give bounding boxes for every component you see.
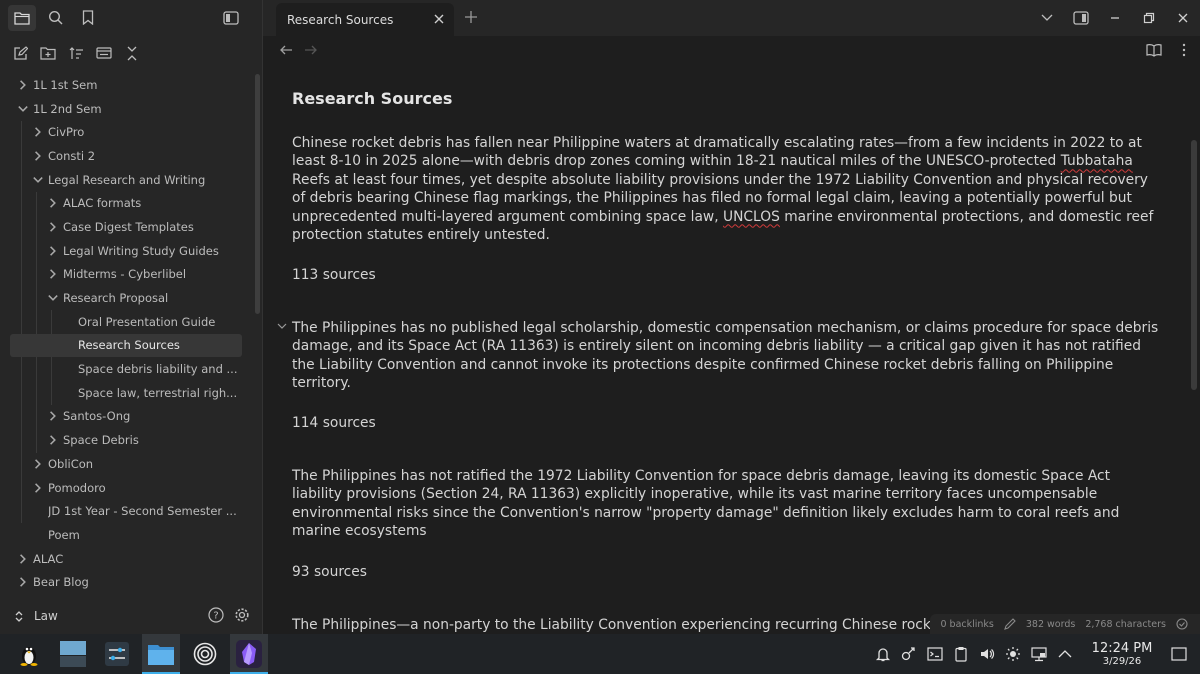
paragraph-text: marine environmental protections, and domestic reef protection statutes entirely untested. (292, 208, 1154, 244)
chevron-right-icon[interactable] (47, 197, 59, 209)
folder-plus-icon (40, 46, 56, 60)
editor-scrollbar[interactable] (1191, 140, 1197, 390)
folder-app-icon (147, 642, 175, 666)
clock-date: 3/29/26 (1102, 656, 1142, 667)
files-tab-button[interactable] (8, 5, 36, 31)
chevron-updown-icon (14, 610, 24, 623)
file-tree (0, 73, 262, 598)
maximize-button[interactable] (1132, 12, 1166, 24)
source-count: 93 sources (292, 564, 367, 580)
tree-folder-item[interactable] (0, 239, 262, 263)
word-count: 382 words (1025, 618, 1076, 630)
sort-icon (69, 46, 84, 61)
window-controls (1030, 0, 1200, 36)
chevron-up-icon (1058, 649, 1072, 659)
tray-brightness[interactable] (1000, 646, 1026, 662)
search-tab-button[interactable] (41, 5, 69, 31)
tree-file-item[interactable] (0, 381, 262, 405)
paragraph[interactable]: The Philippines has not ratified the 1972 Liability Convention for space debris damage, leaving its domestic Space Act liability provisions (Section 24, RA 11363) explicitly inoperative, while its vast marine territory faces uncompensable environmental risks since the Convention's narrow "property damage" definition likely excludes harm to coral reefs and marine ecosystems (292, 468, 1120, 540)
file-manager-app[interactable] (142, 634, 180, 674)
status-bar (930, 614, 1200, 634)
more-options-icon[interactable] (1182, 43, 1186, 57)
obsidian-app[interactable] (230, 634, 268, 674)
tree-item-label: Research Proposal (63, 291, 169, 306)
settings-gear-icon[interactable] (234, 607, 250, 623)
chevron-right-icon[interactable] (47, 410, 59, 422)
tree-file-item[interactable] (0, 310, 262, 334)
sidebar-right-icon (1073, 11, 1089, 25)
sliders-icon (104, 641, 130, 667)
vault-switcher[interactable] (0, 598, 262, 634)
tree-file-item[interactable] (10, 334, 242, 358)
chevron-right-icon[interactable] (32, 126, 44, 138)
tree-folder-item[interactable] (0, 215, 262, 239)
target-rings-icon (193, 642, 217, 666)
bookmark-icon (82, 10, 94, 25)
tree-item-label: CivPro (48, 125, 85, 140)
close-tab-icon[interactable] (432, 12, 446, 26)
sidebar-toggle-icon (223, 11, 239, 25)
back-arrow-icon[interactable] (279, 43, 293, 57)
tray-terminal[interactable] (922, 647, 948, 661)
source-count: 114 sources (292, 415, 376, 431)
chevron-right-icon[interactable] (17, 576, 29, 588)
tree-item-label: Space debris liability and ... (78, 362, 238, 377)
file-explorer-actions (0, 35, 262, 71)
svg-text:?: ? (213, 610, 219, 622)
tree-item-label: Bear Blog (33, 575, 89, 590)
app-launcher[interactable] (10, 634, 48, 674)
paragraph[interactable]: The Philippines—a non-party to the Liability Convention experiencing recurring Chinese rock (292, 617, 931, 633)
tree-item-label: JD 1st Year - Second Semester ... (48, 504, 237, 519)
tree-folder-item[interactable] (0, 120, 262, 144)
paragraph[interactable]: The Philippines has no published legal scholarship, domestic compensation mechanism, or claims procedure for space debris damage, and its Space Act (RA 11363) is entirely silent on incoming debris liability — a critical gap given it has not ratified the Liability Convention and cannot invoke its protections despite confirmed Chinese rocket debris falling on Philippine territory. (292, 320, 1159, 392)
desktop-icon (59, 640, 87, 668)
help-icon[interactable] (208, 607, 224, 623)
tray-clipboard[interactable] (948, 646, 974, 662)
paragraph-text: Reefs at least four times, yet despite absolute liability provisions under the 1972 Liability Convention and physical recovery of debris bearing Chinese flag markings, the Philippines has filed no formal legal claim, leaving a potentially powerful but unprecedented multi-layered argument combining space law, (292, 171, 1148, 225)
editor-content[interactable] (263, 66, 1200, 634)
right-sidebar-toggle[interactable] (1064, 11, 1098, 25)
chevron-right-icon[interactable] (47, 221, 59, 233)
tree-item-label: ObliCon (48, 456, 94, 471)
show-desktop-button[interactable] (1166, 647, 1192, 661)
tab-title: Research Sources (287, 12, 394, 27)
tree-folder-item[interactable] (0, 263, 262, 287)
tab-bar (263, 0, 1200, 36)
tree-folder-item[interactable] (0, 144, 262, 168)
chevron-down-icon[interactable] (47, 292, 59, 304)
edit-icon (13, 46, 28, 61)
chevron-right-icon[interactable] (47, 245, 59, 257)
tree-item-label: Pomodoro (48, 480, 106, 495)
tab-list-button[interactable] (1030, 14, 1064, 22)
restore-icon (1143, 12, 1155, 24)
chevron-right-icon[interactable] (17, 79, 29, 91)
tree-item-label: Legal Research and Writing (48, 172, 206, 187)
tree-item-label: Midterms - Cyberlibel (63, 267, 187, 282)
character-count: 2,768 characters (1085, 618, 1166, 630)
tree-folder-item[interactable] (0, 168, 262, 192)
view-header (263, 36, 1200, 66)
backlinks-count[interactable]: 0 backlinks (940, 618, 994, 630)
disk-usage-app[interactable] (186, 634, 224, 674)
search-icon (48, 10, 63, 25)
close-icon (1177, 12, 1189, 24)
tree-folder-item[interactable] (0, 405, 262, 429)
tree-folder-item[interactable] (0, 73, 262, 97)
sidebar-tab-strip (0, 0, 262, 35)
collapse-all-button[interactable] (122, 43, 142, 63)
tree-item-label: Space law, terrestrial righ... (78, 385, 238, 400)
terminal-icon (927, 647, 943, 661)
new-tab-plus-icon[interactable] (464, 10, 478, 24)
page-title: Research Sources (292, 89, 453, 108)
tree-folder-item[interactable] (0, 191, 262, 215)
fold-chevron-icon[interactable] (277, 321, 287, 331)
tray-connect[interactable] (896, 646, 922, 662)
tree-item-label: Space Debris (63, 433, 139, 448)
taskbar (0, 634, 1200, 674)
tray-volume[interactable] (974, 646, 1000, 662)
new-folder-button[interactable] (38, 43, 58, 63)
left-sidebar (0, 0, 263, 634)
tree-folder-item[interactable] (0, 452, 262, 476)
forward-arrow-icon[interactable] (304, 43, 318, 57)
tray-network[interactable] (1026, 646, 1052, 662)
source-count: 113 sources (292, 267, 376, 283)
paragraph-text: Chinese rocket debris has fallen near Philippine waters at dramatically escalating rates—from a few incidents in 2022 to at least 8-10 in 2025 alone—with debris drop zones coming within 18-21 nautical miles of the UNESCO-protected (292, 135, 1142, 170)
chevron-down-icon (1041, 14, 1053, 22)
tree-item-label: Poem (48, 527, 80, 542)
tree-file-item[interactable] (0, 499, 262, 523)
sort-button[interactable] (66, 43, 86, 63)
network-wired-icon (1031, 646, 1047, 662)
collapse-icon (126, 46, 138, 61)
clock[interactable] (1086, 641, 1158, 667)
chevron-right-icon[interactable] (47, 434, 59, 446)
system-settings-app[interactable] (98, 634, 136, 674)
chevron-right-icon[interactable] (17, 553, 29, 565)
tree-file-item[interactable] (0, 357, 262, 381)
misspelled-word[interactable]: Tubbataha (1060, 153, 1133, 170)
reading-view-book-icon[interactable] (1146, 43, 1162, 57)
misspelled-word[interactable]: UNCLOS (722, 208, 780, 225)
tree-folder-item[interactable] (0, 476, 262, 500)
reveal-icon (96, 46, 112, 60)
tree-item-label: Oral Presentation Guide (78, 314, 216, 329)
chevron-right-icon[interactable] (32, 458, 44, 470)
speaker-volume-icon (979, 646, 995, 662)
folder-icon (14, 11, 30, 25)
tree-folder-item[interactable] (0, 570, 262, 594)
desktop-pager[interactable] (54, 634, 92, 674)
chevron-down-icon[interactable] (17, 103, 29, 115)
minimize-button[interactable] (1098, 12, 1132, 24)
tree-item-label: 1L 2nd Sem (33, 101, 102, 116)
tree-file-item[interactable] (0, 523, 262, 547)
chevron-right-icon[interactable] (47, 268, 59, 280)
tree-folder-item[interactable] (0, 97, 262, 121)
show-desktop-icon (1171, 647, 1187, 661)
tab-research-sources[interactable] (276, 3, 454, 36)
tray-alarm[interactable] (870, 646, 896, 662)
clipboard-icon (954, 646, 968, 662)
tree-item-label: ALAC (33, 551, 64, 566)
auto-reveal-button[interactable] (94, 43, 114, 63)
tree-folder-item[interactable] (0, 428, 262, 452)
alarm-bell-icon (875, 646, 891, 662)
pencil-icon[interactable] (1004, 618, 1016, 630)
tree-item-label: Research Sources (78, 338, 180, 353)
tree-item-label: 1L 1st Sem (33, 77, 98, 92)
tree-item-label: Consti 2 (48, 148, 96, 163)
vault-name: Law (34, 609, 58, 623)
sidebar-scrollbar[interactable] (255, 74, 260, 314)
tree-item-label: Santos-Ong (63, 409, 131, 424)
bookmarks-tab-button[interactable] (74, 5, 102, 31)
tree-item-label: Case Digest Templates (63, 219, 194, 234)
close-window-button[interactable] (1166, 12, 1200, 24)
tree-folder-item[interactable] (0, 547, 262, 571)
new-note-button[interactable] (10, 43, 30, 63)
tray-expand[interactable] (1052, 649, 1078, 659)
tree-item-label: Legal Writing Study Guides (63, 243, 219, 258)
connect-icon (901, 646, 917, 662)
collapse-sidebar-button[interactable] (217, 5, 245, 31)
clock-time: 12:24 PM (1091, 641, 1153, 656)
paragraph[interactable] (292, 134, 1160, 244)
tree-item-label: ALAC formats (63, 196, 142, 211)
sync-check-icon[interactable] (1176, 618, 1188, 630)
chevron-right-icon[interactable] (32, 482, 44, 494)
tree-folder-item[interactable] (0, 286, 262, 310)
tux-penguin-icon (18, 642, 40, 666)
system-tray (870, 634, 1200, 674)
chevron-right-icon[interactable] (32, 150, 44, 162)
sun-icon (1005, 646, 1021, 662)
obsidian-gem-icon (236, 640, 262, 668)
minimize-icon (1109, 12, 1121, 24)
chevron-down-icon[interactable] (32, 174, 44, 186)
